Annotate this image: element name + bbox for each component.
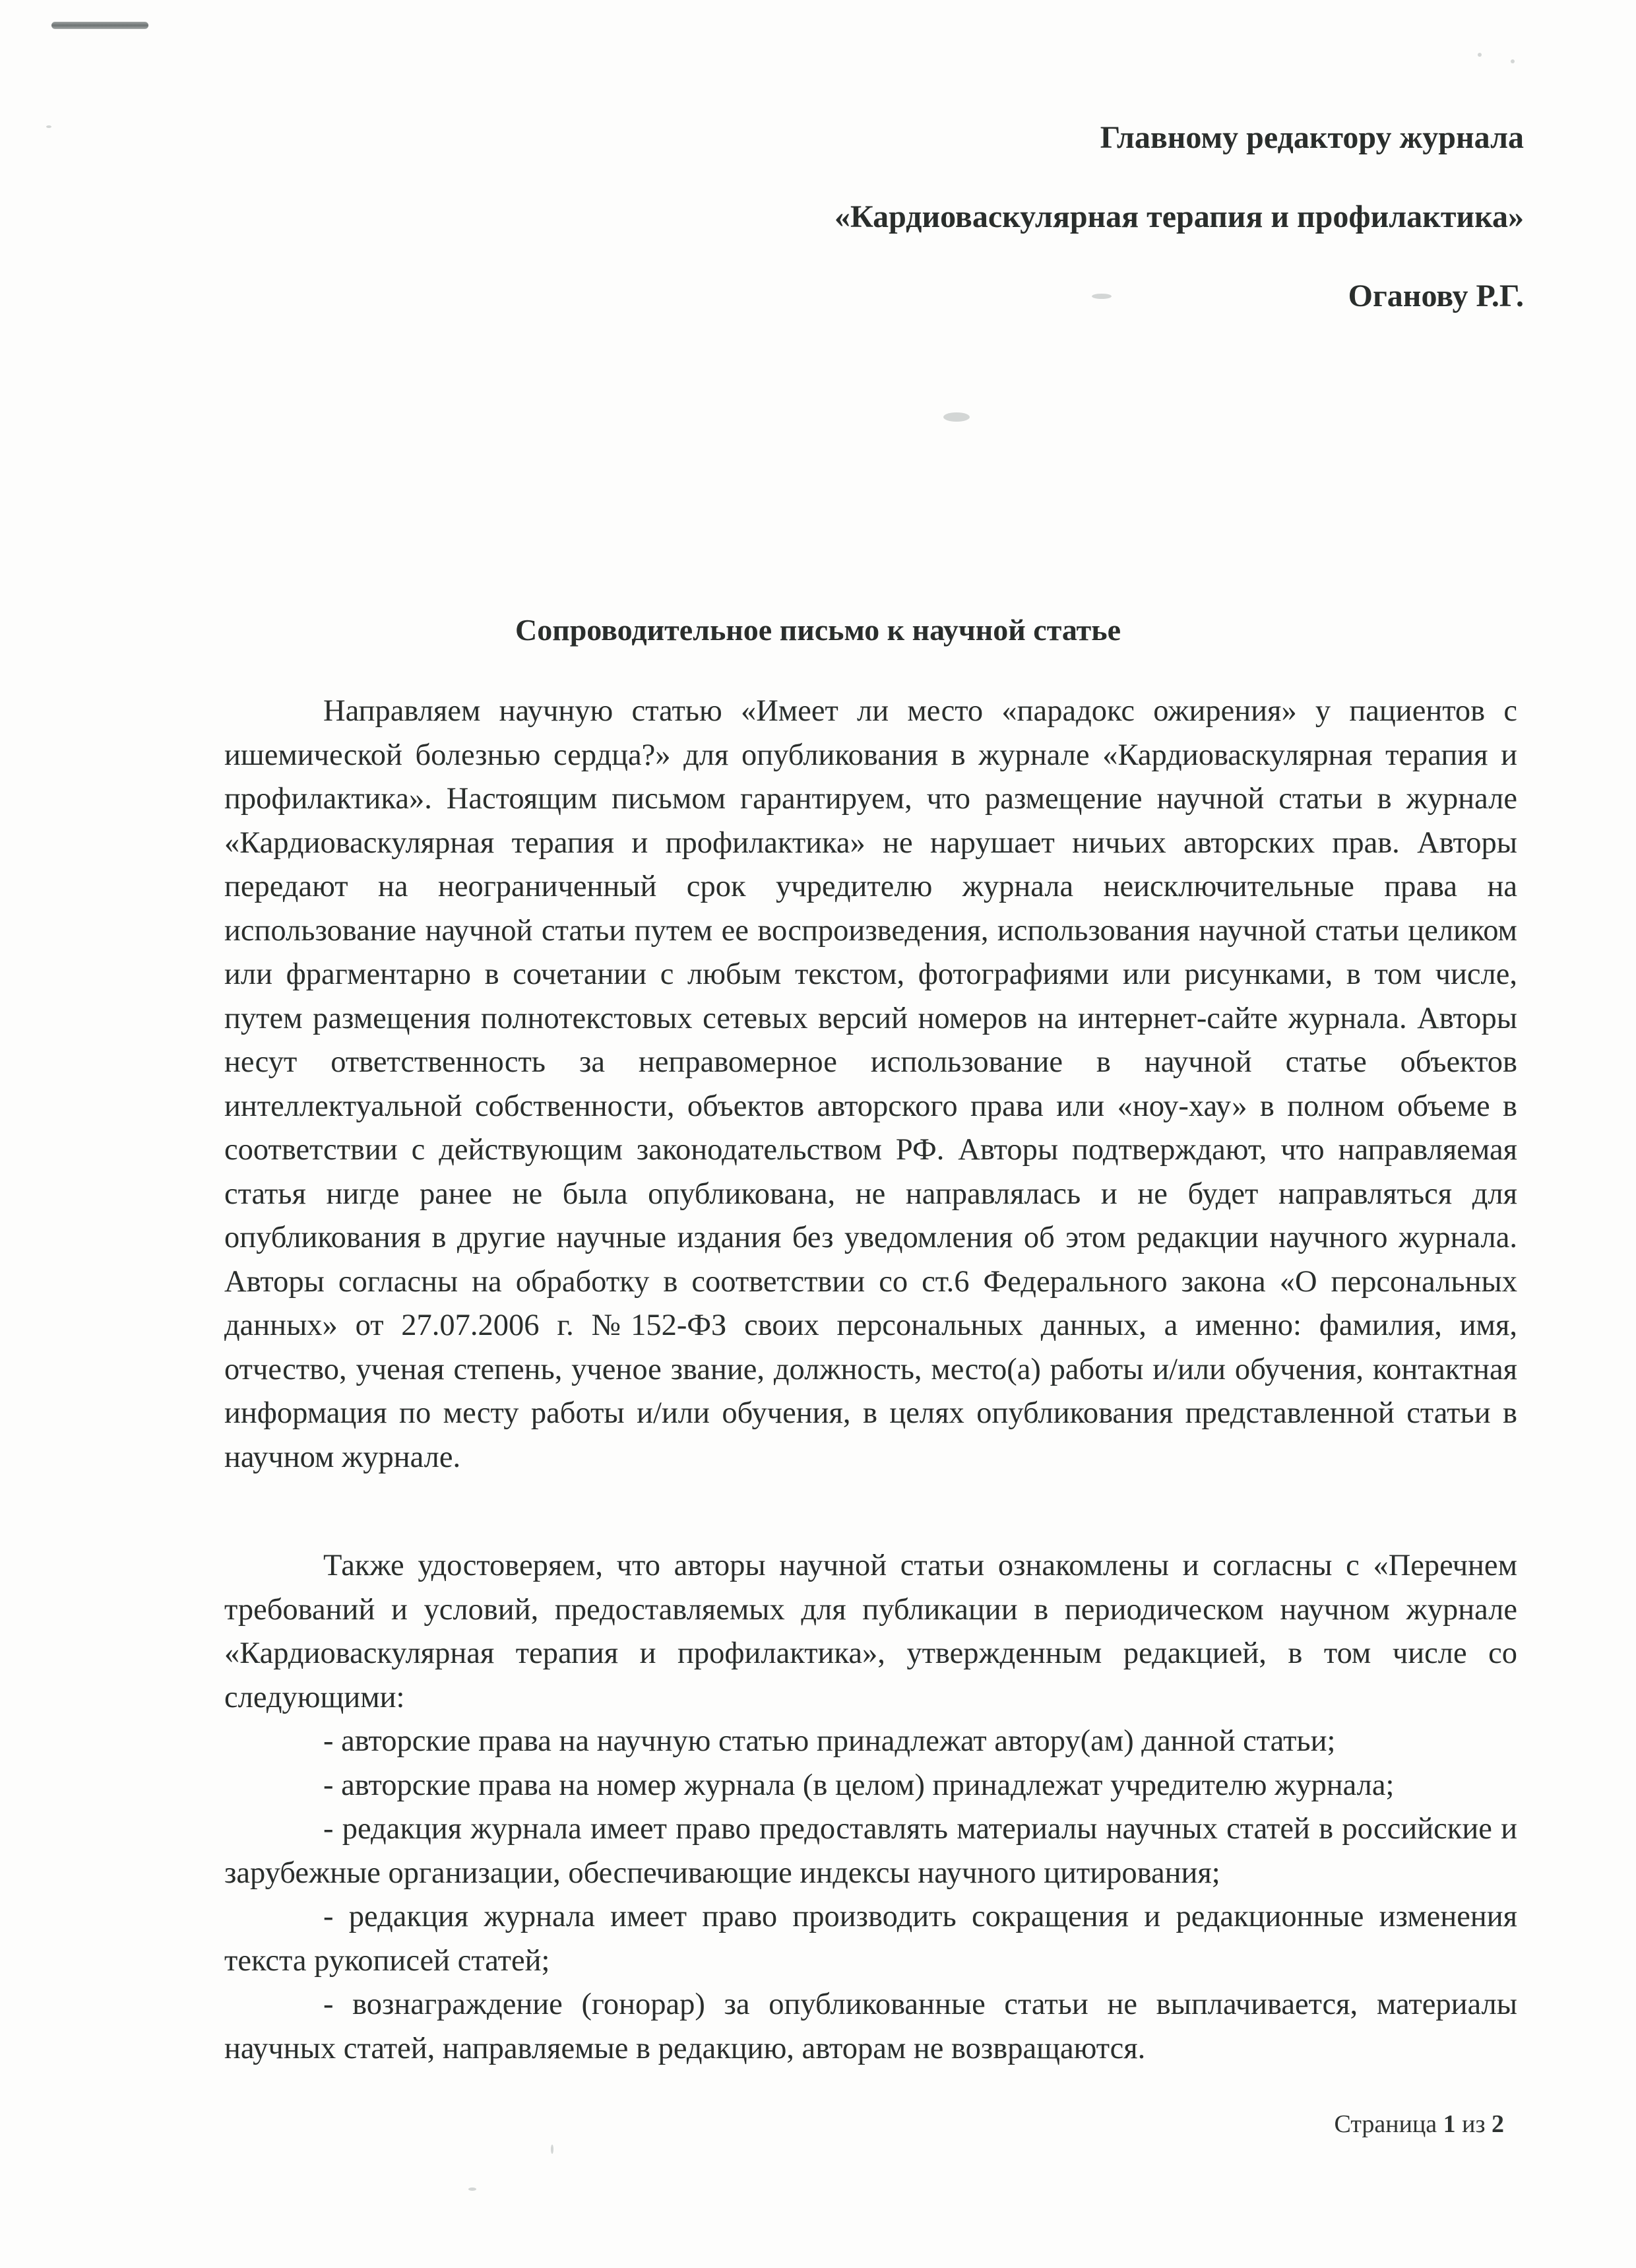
scan-speck — [551, 2145, 553, 2154]
total-pages-number: 2 — [1492, 2110, 1504, 2138]
scan-speck — [1092, 294, 1112, 299]
letter-title: Сопроводительное письмо к научной статье — [515, 613, 1121, 647]
scan-speck — [468, 2187, 476, 2191]
body-paragraph: Также удостоверяем, что авторы научной статьи ознакомлены и согласны с «Перечнем требований и условий, предоставляемых для публикации в периодическом научном журнале «Кардиоваскулярная терапия и профилактика», утвержденным редакцией, в том числе со следующими: — [224, 1549, 1517, 1714]
scan-speck — [943, 412, 970, 422]
addressee-line-name: Оганову Р.Г. — [1348, 278, 1524, 313]
of-label: из — [1462, 2110, 1486, 2138]
scan-speck — [1511, 59, 1515, 63]
conditions-list-item: - авторские права на номер журнала (в целом) принадлежат учредителю журнала; — [323, 1768, 1395, 1802]
body-paragraph: Направляем научную статью «Имеет ли место «парадокс ожирения» у пациентов с ишемической болезнью сердца?» для опубликования в журнале «Кардиоваскулярная терапия и профилактика». Настоящим письмом гарантируем, что размещение научной статьи в журнале «Кардиоваскулярная терапия и профилактика» не нарушает ничьих авторских прав. Авторы передают на неограниченный срок учредителю журнала неисключительные права на использование научной статьи путем ее воспроизведения, использования научной статьи целиком или фрагментарно в сочетании с любым текстом, фотографиями или рисунками, в том числе, путем размещения полнотекстовых сетевых версий номеров на интернет-сайте журнала. Авторы несут ответственность за неправомерное использование в научной статье объектов интеллектуальной собственности, объектов авторского права или «ноу-хау» в полном объеме в соответствии с действующим законодательством РФ. Авторы подтверждают, что направляемая статья нигде ранее не была опубликована, не направлялась и не будет направляться для опубликования в другие научные издания без уведомления об этом редакции научного журнала. Авторы согласны на обработку в соответствии со ст.6 Федерального закона «О персональных данных» от 27.07.2006 г. №152-ФЗ своих персональных данных, а именно: фамилия, имя, отчество, ученая степень, ученое звание, должность, место(а) работы и/или обучения, контактная информация по месту работы и/или обучения, в целях опубликования представленной статьи в научном журнале. — [224, 694, 1517, 1474]
conditions-list-item: - вознаграждение (гонорар) за опубликованные статьи не выплачивается, материалы научных статей, направляемые в редакцию, авторам не возвращаются. — [224, 1988, 1517, 2065]
addressee-line-position: Главному редактору журнала — [1100, 120, 1524, 155]
staple-mark — [51, 22, 148, 29]
addressee-block — [834, 122, 1524, 360]
page-label: Страница — [1334, 2110, 1437, 2138]
scan-speck — [1478, 53, 1482, 57]
conditions-list-item: - авторские права на научную статью принадлежат автору(ам) данной статьи; — [323, 1724, 1336, 1758]
body-paragraph-2-block — [224, 1544, 1517, 2071]
current-page-number: 1 — [1443, 2110, 1456, 2138]
addressee-line-journal: «Кардиоваскулярная терапия и профилактика» — [834, 199, 1524, 234]
body-paragraph-1-block — [224, 690, 1517, 1479]
conditions-list-item: - редакция журнала имеет право предоставлять материалы научных статей в российские и зарубежные организации, обеспечивающие индексы научного цитирования; — [224, 1812, 1517, 1890]
page-number-footer — [1334, 2110, 1504, 2139]
conditions-list-item: - редакция журнала имеет право производить сокращения и редакционные изменения текста рукописей статей; — [224, 1900, 1517, 1978]
scan-speck — [46, 125, 51, 128]
